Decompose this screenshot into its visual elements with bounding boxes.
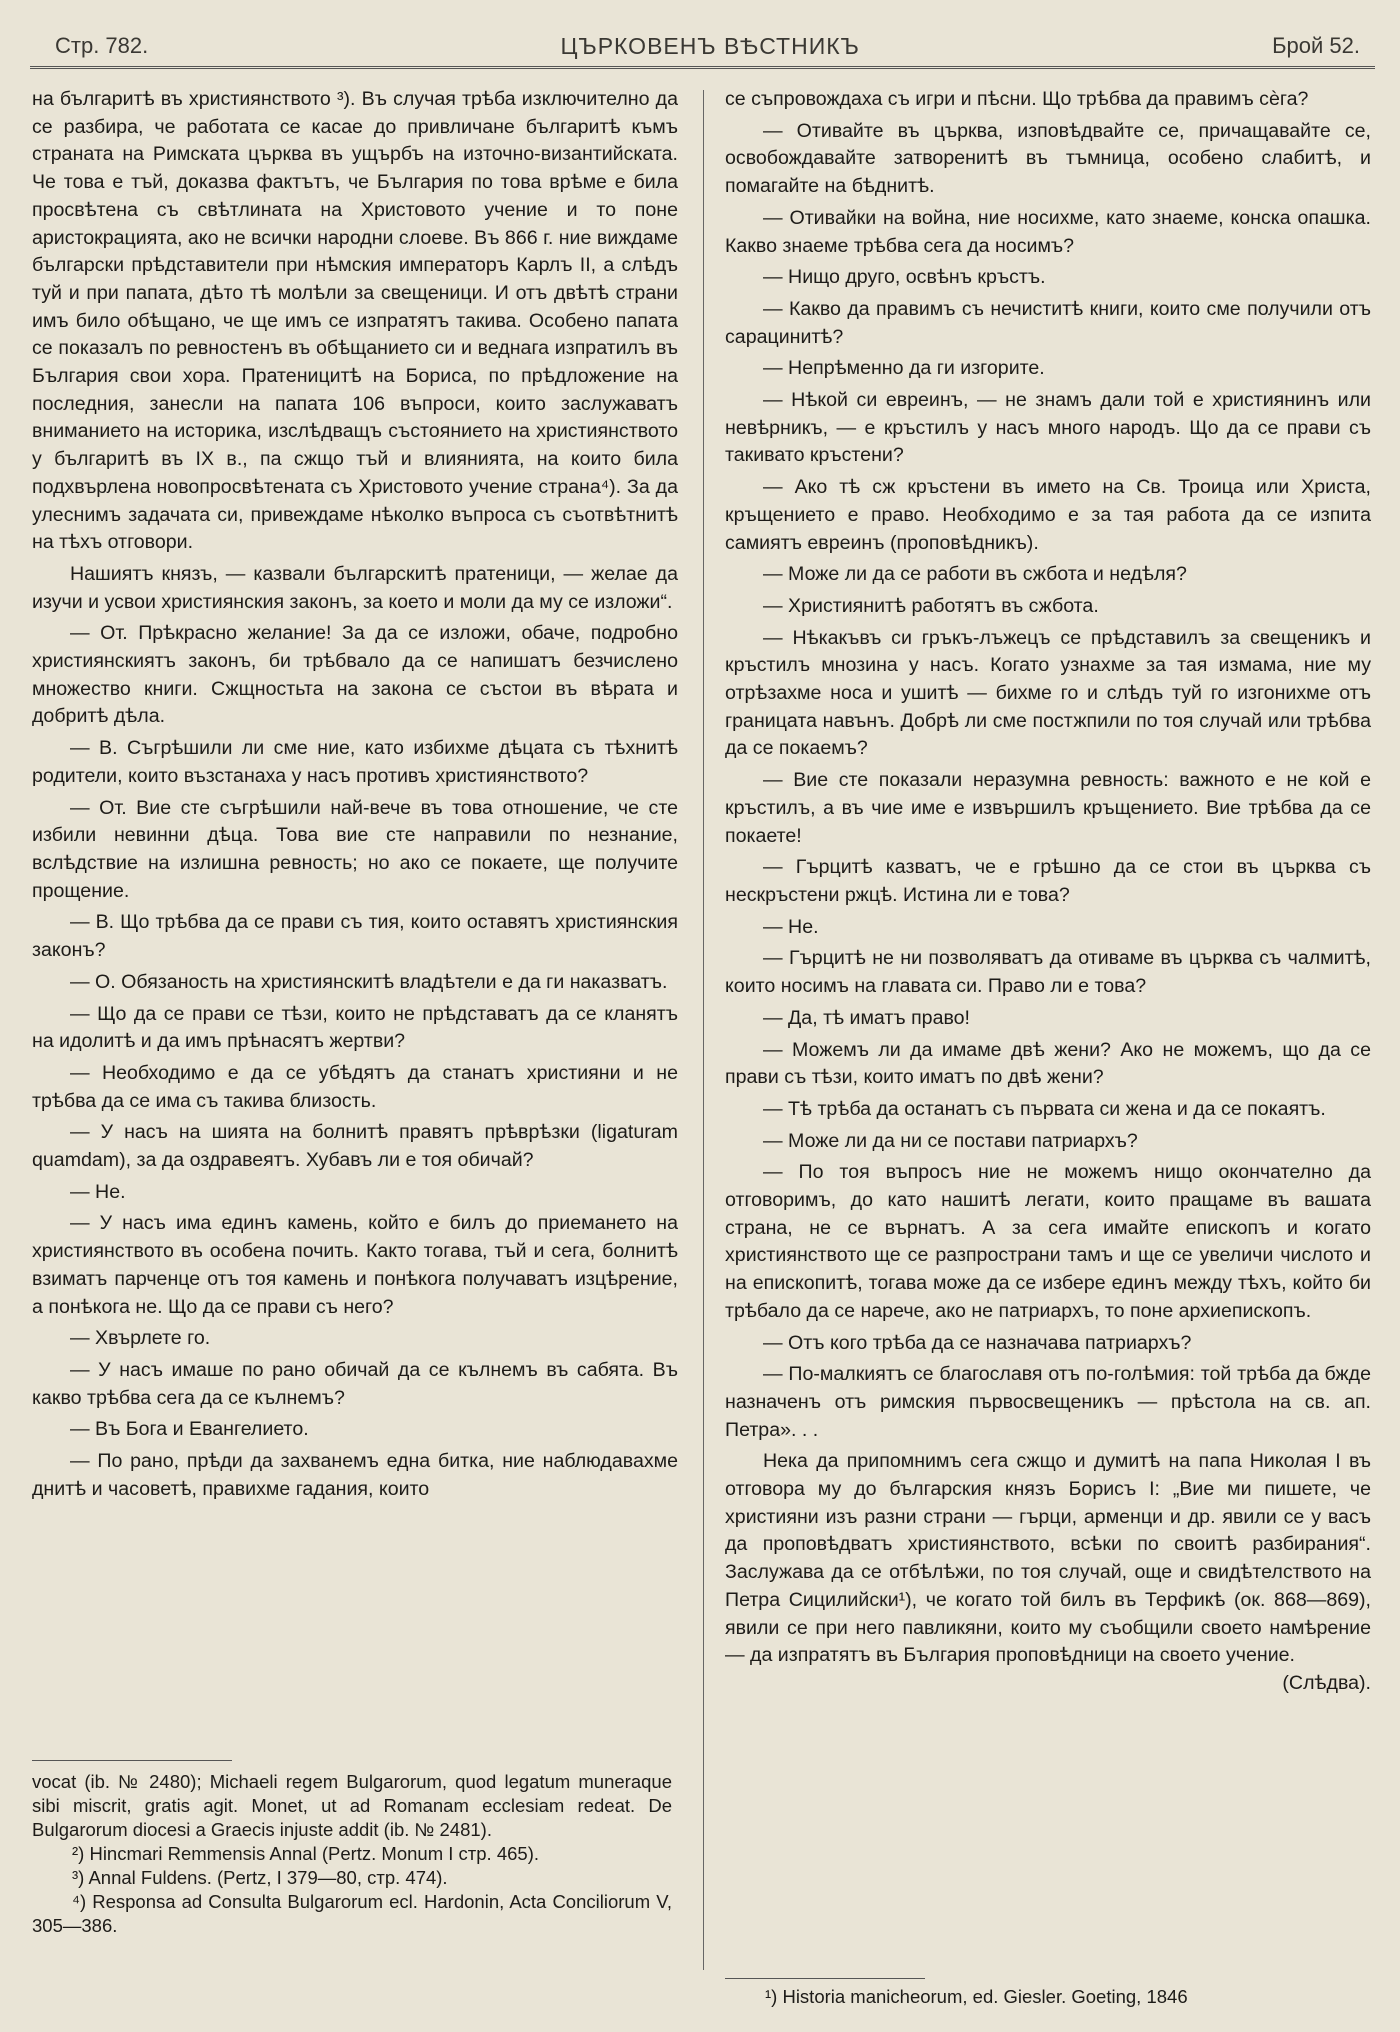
paragraph: — Какво да правимъ съ нечиститѣ книги, които сме получили отъ сарацинитѣ? <box>725 297 1371 348</box>
paragraph: — Отивайки на война, ние носихме, като знаеме, конска опашка. Какво знаеме трѣбва сега да носимъ? <box>725 206 1371 257</box>
paragraph: — Необходимо е да се убѣдятъ да станатъ християни и не трѣбва да се има съ такива близость. <box>32 1061 678 1112</box>
paragraph: — По рано, прѣди да захванемъ една битка, ние наблюдавахме днитѣ и часоветѣ, правихме гадания, които <box>32 1450 678 1500</box>
paragraph: — Християнитѣ работятъ въ сжбота. <box>763 594 1099 617</box>
footnote-rule <box>32 1760 232 1761</box>
paragraph: — Непрѣменно да ги изгорите. <box>763 357 1045 380</box>
footnote: ⁴) Responsa ad Consulta Bulgarorum ecl. Hardonin, Acta Conciliorum V, 305—386. <box>32 1891 672 1936</box>
paragraph: на българитѣ въ християнството ³). Въ случая трѣба изключително да се разбира, че работата се касае до привличане българитѣ къмъ страната на Римската църква въ ущърбъ на източно-византийската. Че това е тъй, доказва фактътъ, че България по това врѣме е била просвѣтена съ свѣтлината на Христовото учение и то поне аристокрацията, ако не всички народни слоеве. Въ 866 г. ние виждаме български прѣдставители при нѣмския императоръ Карлъ II, а слѣдъ туй и при папата, дѣто тѣ молѣли за свещеници. И отъ двѣтѣ страни имъ било обѣщано, че ще имъ се изпратятъ такива. Особено папата се показалъ по ревностенъ въ обѣщанието си и веднага изпратилъ въ България свои хора. Пратеницитѣ на Бориса, по прѣдложение на последния, занесли на папата 106 въпроси, които заслужаватъ вниманието на историка, изслѣдващъ състоянието на християнството у българитѣ въ IX в., па сжщо тъй и влиянията, на които била подхвърлена новопросвѣтената съ Христовото учение страна⁴). За да улеснимъ задачата си, привеждаме нѣколко въпроса съ съотвѣтнитѣ на тѣхъ отговори. <box>32 88 678 554</box>
paragraph: — Нѣкой си евреинъ, — не знамъ дали той е християнинъ или невѣрникъ, — е кръстилъ у насъ много народъ. Що да се прави съ такивато кръстени? <box>725 389 1371 467</box>
paragraph: — По тоя въпросъ ние не можемъ нищо окончателно да отговоримъ, до като нашитѣ легати, които пращаме въ вашата страна, не се върнатъ. А за сега имайте епископъ и когато християнството ще се разпространи тамъ и ще се увеличи числото и на епископитѣ, тогава може да се избере единъ между тѣхъ, който би трѣбало да се нарече, ако не патриархъ, то поне архиепископъ. <box>725 1161 1371 1322</box>
paragraph: Нашиятъ князъ, — казвали българскитѣ пратеници, — желае да изучи и усвои християнския законъ, за което и моли да му се изложи“. <box>32 562 678 613</box>
footnote: ¹) Historia manicheorum, ed. Giesler. Goeting, 1846 <box>765 1986 1188 2007</box>
paragraph: — Вие сте показали неразумна ревность: важното е не кой е кръстилъ, а въ чие име е извършилъ кръщението. Вие трѣбва да се покаете! <box>725 769 1371 847</box>
paragraph: — Тѣ трѣба да останатъ съ първата си жена и да се покаятъ. <box>763 1097 1326 1120</box>
paragraph: — Гърцитѣ казватъ, че е грѣшно да се стои въ църква съ нескръстени ржцѣ. Истина ли е това? <box>725 856 1371 906</box>
paragraph: — Не. <box>70 1180 126 1203</box>
paragraph: — У насъ има единъ камень, който е билъ до приемането на християнството въ особена почить. Както тогава, тъй и сега, болнитѣ взиматъ парченце отъ тоя камень и понѣкога получаватъ изцѣрение, а понѣкога не. Що да се прави съ него? <box>32 1212 678 1318</box>
paragraph: — Може ли да се работи въ сжбота и недѣля? <box>763 563 1187 586</box>
paragraph: — Отивайте въ църква, изповѣдвайте се, причащавайте се, освобождавайте затворенитѣ въ тъмница, особено слабитѣ, и помагайте на бѣднитѣ. <box>725 119 1371 198</box>
paragraph: — Гърцитѣ не ни позволяватъ да отиваме въ църква съ чалмитѣ, които носимъ на главата си. Право ли е това? <box>725 947 1371 998</box>
paragraph: — По-малкиятъ се благославя отъ по-голѣмия: той трѣба да бжде назначенъ отъ римския първосвещеникъ — прѣстола на св. ап. Петра». . . <box>725 1363 1371 1441</box>
continued-note: (Слѣдва). <box>1282 1671 1371 1694</box>
paragraph: — У насъ имаше по рано обичай да се кълнемъ въ сабята. Въ какво трѣбва сега да се кълнемъ? <box>32 1358 678 1409</box>
left-column <box>32 86 678 1507</box>
page-number: Стр. 782. <box>55 33 149 58</box>
paragraph: — Нищо друго, освѣнъ кръстъ. <box>763 266 1046 289</box>
paragraph: — Отъ кого трѣба да се назначава патриархъ? <box>763 1331 1192 1354</box>
paragraph: — От. Вие сте съгрѣшили най-вече въ това отношение, че сте избили невинни дѣца. Това вие сте направили по незнание, вслѣдствие на излишна ревность; но ако се покаете, ще получите прощение. <box>32 796 678 902</box>
paragraph: — Можемъ ли да имаме двѣ жени? Ако не можемъ, що да се прави съ тѣзи, които иматъ по двѣ жени? <box>725 1038 1371 1089</box>
footnote-rule <box>725 1978 925 1979</box>
paragraph: — Нѣкакъвъ си гръкъ-лъжецъ се прѣдставилъ за свещеникъ и кръстилъ мнозина у насъ. Когато узнахме за тая измама, ние му отрѣзахме носа и ушитѣ — бихме го и слѣдъ туй го изгонихме отъ границата навънъ. Добрѣ ли сме постжпили по тоя случай или трѣбва да се покаемъ? <box>725 626 1371 760</box>
right-footnotes <box>725 1985 1377 2009</box>
left-footnotes <box>32 1770 672 1938</box>
page-header <box>55 28 1360 64</box>
paragraph: — В. Съгрѣшили ли сме ние, като избихме дѣцата съ тѣхнитѣ родители, които възстанаха у насъ противъ християнството? <box>32 737 678 787</box>
footnote: ²) Hincmari Remmensis Annal (Pertz. Monum I стр. 465). <box>72 1843 539 1864</box>
header-rule <box>30 66 1375 71</box>
paragraph: се съпровождаха съ игри и пѣсни. Що трѣбва да правимъ сѐга? <box>725 88 1309 110</box>
footnote: ³) Annal Fuldens. (Pertz, I 379—80, стр. 474). <box>72 1867 448 1888</box>
right-column <box>725 86 1371 1702</box>
paragraph: — Може ли да ни се постави патриархъ? <box>763 1129 1138 1152</box>
column-divider <box>703 90 704 1970</box>
paragraph: — Да, тѣ иматъ право! <box>763 1006 970 1029</box>
paragraph: — От. Прѣкрасно желание! За да се изложи, обаче, подробно християнскиятъ законъ, би трѣбвало да се напишатъ безчислено множество книги. Сжщностьта на закона се състои въ вѣрата и добритѣ дѣла. <box>32 622 678 728</box>
paragraph: — В. Що трѣбва да се прави съ тия, които оставятъ християнския законъ? <box>32 911 678 962</box>
paragraph: — Що да се прави се тѣзи, които не прѣдставатъ да се кланятъ на идолитѣ и да имъ прѣнасятъ жертви? <box>32 1002 678 1053</box>
paragraph: — О. Обязаность на християнскитѣ владѣтели е да ги наказватъ. <box>70 970 668 993</box>
footnote: vocat (ib. № 2480); Michaeli regem Bulgarorum, quod legatum muneraque sibi miscrit, gratis agit. Monet, ut ad Romanam ecclesiam redeat. De Bulgarorum diocesi a Graecis injuste addit (ib. № 2481). <box>32 1771 672 1840</box>
newspaper-title: ЦЪРКОВЕНЪ ВѢСТНИКЪ <box>560 32 860 59</box>
paragraph: — Ако тѣ сж кръстени въ името на Св. Троица или Христа, кръщението е право. Необходимо е за тая работа да се изпита самиятъ евреинъ (проповѣдникъ). <box>725 476 1371 554</box>
paragraph: — Въ Бога и Евангелието. <box>70 1418 309 1441</box>
issue-number: Брой 52. <box>1272 33 1360 58</box>
paragraph: — У насъ на шията на болнитѣ правятъ прѣврѣзки (ligaturam quamdam), за да оздравеятъ. Хубавъ ли е тоя обичай? <box>32 1121 678 1172</box>
paragraph: — Хвърлете го. <box>70 1327 211 1350</box>
paragraph: — Не. <box>763 915 819 938</box>
paragraph: Нека да припомнимъ сега сжщо и думитѣ на папа Николая I въ отговора му до българския князъ Борисъ I: „Вие ми пишете, че християни изъ разни страни — гърци, арменци и др. явили се у васъ да проповѣдватъ християнството, всѣки по своитѣ разбирания“. Заслужава да се отбѣлѣжи, по тоя случай, още и свидѣтелството на Петра Сицилийски¹), че когато той билъ въ Терфикѣ (ок. 868—869), явили се при него павликяни, които му съобщили своето намѣрение — да изпратятъ въ България проповѣдници на своето учение. <box>725 1450 1371 1667</box>
